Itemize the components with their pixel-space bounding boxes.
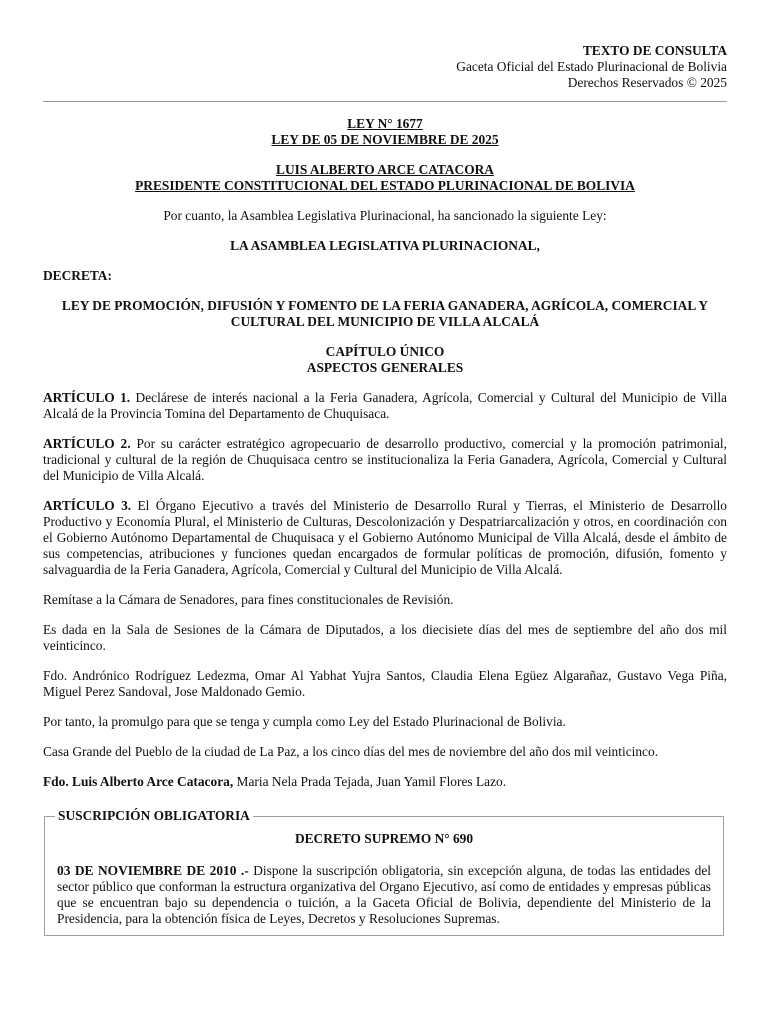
subscription-date: 03 DE NOVIEMBRE DE 2010 .- bbox=[57, 863, 249, 878]
law-title-line-1: LEY DE PROMOCIÓN, DIFUSIÓN Y FOMENTO DE LA FERIA GANADERA, AGRÍCOLA, COMERCIAL Y bbox=[61, 298, 709, 313]
remitase-paragraph: Remítase a la Cámara de Senadores, para fines constitucionales de Revisión. bbox=[43, 592, 454, 607]
header-divider bbox=[43, 101, 727, 102]
chapter-subtitle: ASPECTOS GENERALES bbox=[306, 360, 464, 375]
subscription-text: Dispone la suscripción obligatoria, sin excepción alguna, de todas las entidades del sector público que conforman la estructura organizativa del Organo Ejecutivo, así como de entidades y empresas públicas que se encuentran bajo su dependencia o tuición, a la Gaceta Oficial de Bolivia, dependiente del Ministerio de la Presidencia, para la obtención física de Leyes, Decretos y Resoluciones Supremas. bbox=[57, 863, 711, 926]
casa-grande-paragraph: Casa Grande del Pueblo de la ciudad de La Paz, a los cinco días del mes de noviembre del año dos mil veinticinco. bbox=[43, 744, 659, 759]
subscription-title: DECRETO SUPREMO N° 690 bbox=[294, 831, 474, 846]
subscription-box bbox=[44, 808, 724, 936]
president-signature-name: Fdo. Luis Alberto Arce Catacora, bbox=[43, 774, 234, 789]
document-header bbox=[43, 0, 727, 91]
article-3 bbox=[43, 498, 727, 578]
signatories-paragraph: Fdo. Andrónico Rodríguez Ledezma, Omar Al Yabhat Yujra Santos, Claudia Elena Egüez Algarañaz, Gustavo Vega Piña, Miguel Perez Sandoval, Jose Maldonado Gemio. bbox=[43, 668, 727, 699]
asamblea-heading: LA ASAMBLEA LEGISLATIVA PLURINACIONAL, bbox=[230, 238, 540, 253]
subscription-legend: SUSCRIPCIÓN OBLIGATORIA bbox=[55, 808, 253, 824]
header-copyright: Derechos Reservados © 2025 bbox=[567, 75, 727, 90]
chapter-title: CAPÍTULO ÚNICO bbox=[325, 344, 445, 359]
header-title: TEXTO DE CONSULTA bbox=[582, 43, 727, 58]
president-signature-rest: Maria Nela Prada Tejada, Juan Yamil Flores Lazo. bbox=[236, 774, 507, 789]
president-signature bbox=[43, 774, 727, 790]
document-page bbox=[43, 0, 727, 790]
subscription-body bbox=[57, 863, 711, 927]
law-title-line-2: CULTURAL DEL MUNICIPIO DE VILLA ALCALÁ bbox=[230, 314, 540, 329]
article-2-text: Por su carácter estratégico agropecuario de desarrollo productivo, comercial y la promoción patrimonial, tradicional y cultural de la región de Chuquisaca centro se institucionaliza la Feria Ganadera, Agrícola, Comercial y Cultural del Municipio de Villa Alcalá. bbox=[43, 436, 728, 483]
article-2-label: ARTÍCULO 2. bbox=[43, 436, 131, 451]
article-2 bbox=[43, 436, 727, 484]
dada-paragraph: Es dada en la Sala de Sesiones de la Cámara de Diputados, a los diecisiete días del mes de septiembre del año dos mil veinticinco. bbox=[43, 622, 727, 653]
president-heading bbox=[43, 162, 727, 194]
president-title: PRESIDENTE CONSTITUCIONAL DEL ESTADO PLURINACIONAL DE BOLIVIA bbox=[135, 178, 635, 193]
por-tanto-paragraph: Por tanto, la promulgo para que se tenga y cumpla como Ley del Estado Plurinacional de Bolivia. bbox=[43, 714, 566, 729]
law-number: LEY N° 1677 bbox=[347, 116, 423, 131]
law-date: LEY DE 05 DE NOVIEMBRE DE 2025 bbox=[271, 132, 499, 147]
law-title bbox=[43, 298, 727, 330]
chapter-heading bbox=[43, 344, 727, 376]
header-publisher: Gaceta Oficial del Estado Plurinacional de Bolivia bbox=[456, 59, 727, 74]
decreta-heading: DECRETA: bbox=[43, 268, 112, 283]
article-1 bbox=[43, 390, 727, 422]
por-cuanto-text: Por cuanto, la Asamblea Legislativa Plurinacional, ha sancionado la siguiente Ley: bbox=[163, 208, 607, 223]
law-heading bbox=[43, 116, 727, 148]
president-name: LUIS ALBERTO ARCE CATACORA bbox=[276, 162, 494, 177]
article-3-text: El Órgano Ejecutivo a través del Ministerio de Desarrollo Rural y Tierras, el Ministerio de Desarrollo Productivo y Economía Plural, el Ministerio de Culturas, Descolonización y Despatriarcalización y otros, en coordinación con el Gobierno Autónomo Departamental de Chuquisaca y el Gobierno Autónomo Municipal de Villa Alcalá, desde el ámbito de sus competencias, atribuciones y funciones quedan encargados de formular políticas de promoción, difusión, fomento y salvaguardia de la Feria Ganadera, Agrícola, Comercial y Cultural del Municipio de Villa Alcalá. bbox=[43, 498, 727, 577]
article-1-text: Declárese de interés nacional a la Feria Ganadera, Agrícola, Comercial y Cultural del Municipio de Villa Alcalá de la Provincia Tomina del Departamento de Chuquisaca. bbox=[43, 390, 727, 421]
article-3-label: ARTÍCULO 3. bbox=[43, 498, 132, 513]
article-1-label: ARTÍCULO 1. bbox=[43, 390, 131, 405]
